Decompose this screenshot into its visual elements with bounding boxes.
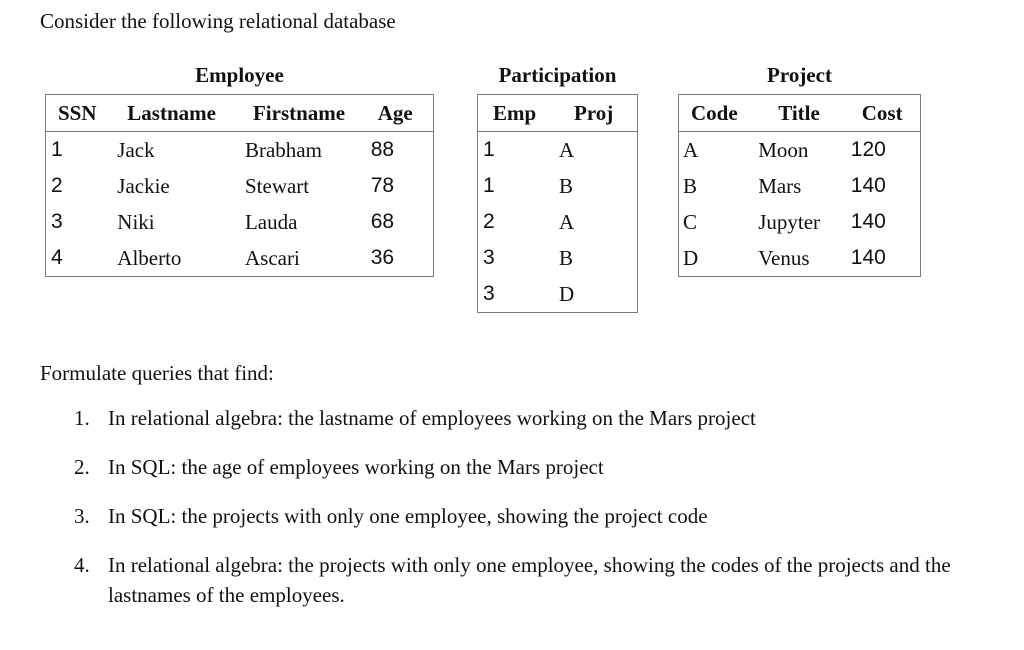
list-item — [74, 403, 954, 433]
project-cell: 120 — [846, 132, 921, 169]
employee-cell: Jack — [117, 137, 155, 162]
project-cell: A — [679, 132, 757, 169]
project-cell: D — [679, 240, 757, 277]
table-row — [679, 240, 921, 277]
project-cell: Mars — [758, 173, 802, 198]
participation-col-proj: Proj — [557, 95, 637, 132]
employee-cell: Stewart — [244, 173, 310, 198]
table-row — [46, 132, 434, 169]
participation-cell: 1 — [478, 132, 558, 169]
employee-cell: Ascari — [243, 240, 371, 277]
employee-cell: 36 — [371, 240, 434, 277]
participation-col-emp: Emp — [478, 95, 558, 132]
project-col-cost: Cost — [846, 95, 921, 132]
intro-text: Consider the following relational database — [40, 9, 396, 33]
queries-list — [74, 403, 954, 629]
project-cell: 140 — [846, 204, 921, 240]
project-cell: Venus — [756, 240, 846, 277]
table-row — [679, 132, 921, 169]
query-number: 1. — [74, 406, 90, 430]
participation-table — [477, 94, 638, 313]
employee-col-age: Age — [371, 95, 434, 132]
query-number: 3. — [74, 504, 90, 528]
project-caption: Project — [767, 63, 832, 87]
query-number: 4. — [74, 553, 90, 577]
queries-intro: Formulate queries that find: — [40, 361, 274, 385]
participation-cell: B — [557, 168, 637, 204]
participation-cell: D — [557, 276, 637, 313]
table-row — [46, 204, 434, 240]
project-col-code: Code — [679, 95, 757, 132]
table-row — [478, 240, 638, 276]
employee-cell: 4 — [46, 240, 116, 277]
employee-col-firstname: Firstname — [243, 95, 371, 132]
employee-caption: Employee — [195, 63, 284, 87]
list-item — [74, 452, 954, 482]
query-number: 2. — [74, 455, 90, 479]
table-row — [679, 168, 921, 204]
participation-cell: 2 — [478, 204, 558, 240]
project-cell: B — [679, 168, 757, 204]
project-cell: C — [679, 204, 757, 240]
table-row — [478, 204, 638, 240]
table-row — [478, 168, 638, 204]
employee-cell: 68 — [371, 204, 434, 240]
table-row — [46, 168, 434, 204]
project-cell: 140 — [846, 168, 921, 204]
participation-cell: A — [557, 132, 637, 169]
employee-cell: Alberto — [115, 240, 243, 277]
project-col-title: Title — [756, 95, 846, 132]
employee-header-row — [46, 95, 434, 132]
employee-cell: Lauda — [244, 209, 298, 234]
query-text: In relational algebra: the lastname of employees working on the Mars project — [108, 406, 756, 430]
query-text: In SQL: the projects with only one employee, showing the project code — [108, 504, 708, 528]
participation-cell: A — [557, 204, 637, 240]
participation-cell: 1 — [478, 168, 558, 204]
participation-cell: B — [557, 240, 637, 276]
employee-cell: 88 — [371, 132, 434, 169]
project-header-row — [679, 95, 921, 132]
employee-cell: Niki — [117, 209, 155, 234]
table-row — [478, 276, 638, 313]
employee-col-lastname: Lastname — [115, 95, 243, 132]
employee-cell: 1 — [46, 132, 116, 169]
project-cell: Moon — [758, 137, 809, 162]
table-row — [478, 132, 638, 169]
employee-col-ssn: SSN — [46, 95, 116, 132]
participation-cell: 3 — [478, 276, 558, 313]
query-text: In SQL: the age of employees working on the Mars project — [108, 455, 604, 479]
list-item — [74, 501, 954, 531]
participation-cell: 3 — [478, 240, 558, 276]
participation-caption: Participation — [498, 63, 617, 87]
employee-cell: Jackie — [117, 173, 170, 198]
employee-cell: 2 — [46, 168, 116, 204]
employee-cell: 78 — [371, 168, 434, 204]
project-table — [678, 94, 921, 277]
project-cell: Jupyter — [758, 209, 821, 234]
employee-table — [45, 94, 434, 277]
project-cell: 140 — [846, 240, 921, 277]
table-row — [46, 240, 434, 277]
query-text: In relational algebra: the projects with only one employee, showing the codes of the projects and the lastnames of the employees. — [108, 553, 951, 607]
employee-cell: Brabham — [244, 137, 322, 162]
table-row — [679, 204, 921, 240]
list-item — [74, 550, 954, 610]
participation-header-row — [478, 95, 638, 132]
employee-cell: 3 — [46, 204, 116, 240]
